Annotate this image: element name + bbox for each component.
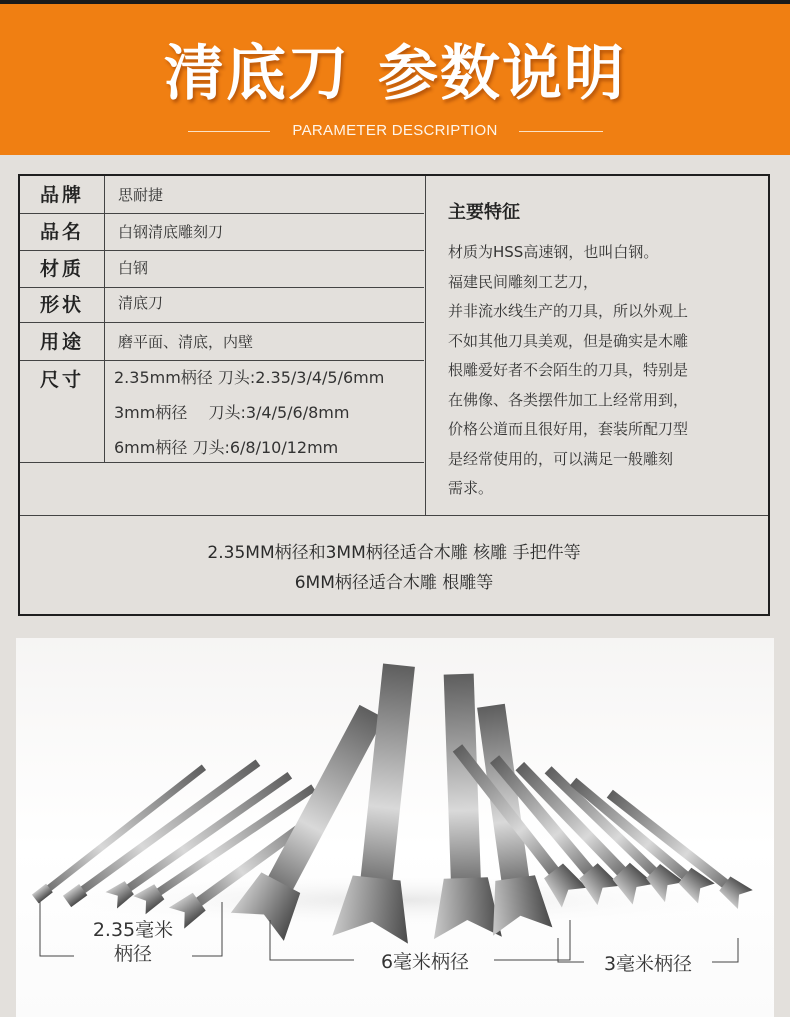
spec-row-brand [20,176,424,214]
caption-3mm: 3毫米柄径 [603,953,693,975]
spec-value: 磨平面、清底，内壁 [118,333,254,351]
features-text: 材质为HSS高速钢，也叫白钢。 福建民间雕刻工艺刀， 并非流水线生产的刀具，所以外观上 不如其他刀具美观，但是确实是木雕 根雕爱好者不会陌生的刀具，特别是 在佛像、各类摆件加工上经常用到， 价格公道而且很好用，套装所配刀型 是经常使用的，可以满足一般雕刻 需求。 [448,243,689,497]
spec-key: 材质 [20,251,105,287]
spec-value: 清底刀 [118,294,164,312]
title-product: 清底刀 [164,39,350,109]
title-params: 参数说明 [378,39,626,109]
page-title [0,26,790,112]
spec-row-shape [20,288,424,323]
features-block [426,176,768,516]
spec-row-usage [20,323,424,361]
spec-key: 尺寸 [20,361,105,462]
spec-table [20,176,426,463]
spec-value: 思耐捷 [118,186,164,204]
spec-key: 品牌 [20,176,105,213]
caption-235mm: 2.35毫米 柄径 [92,919,174,965]
spec-key: 用途 [20,323,105,360]
subtitle-rule-right [519,131,603,132]
features-title: 主要特征 [448,202,520,223]
caption-6mm: 6毫米柄径 [380,951,470,973]
page-subtitle: PARAMETER DESCRIPTION [292,122,498,139]
spec-blank-cell [20,463,426,516]
spec-value-multi: 2.35mm柄径 刀头:2.35/3/4/5/6mm 3mm柄径 刀头:3/4/5/6/8mm 6mm柄径 刀头:6/8/10/12mm [114,368,385,457]
spec-key: 形状 [20,288,105,322]
spec-value: 白钢清底雕刻刀 [118,223,224,241]
spec-row-size [20,361,424,463]
header-banner [0,0,790,155]
parameter-panel [18,174,770,616]
spec-row-name [20,214,424,251]
spec-key: 品名 [20,214,105,250]
spec-row-material [20,251,424,288]
product-photo [16,638,774,1017]
usage-note: 2.35MM柄径和3MM柄径适合木雕 核雕 手把件等 6MM柄径适合木雕 根雕等 [207,543,581,593]
spec-value: 白钢 [118,259,149,277]
